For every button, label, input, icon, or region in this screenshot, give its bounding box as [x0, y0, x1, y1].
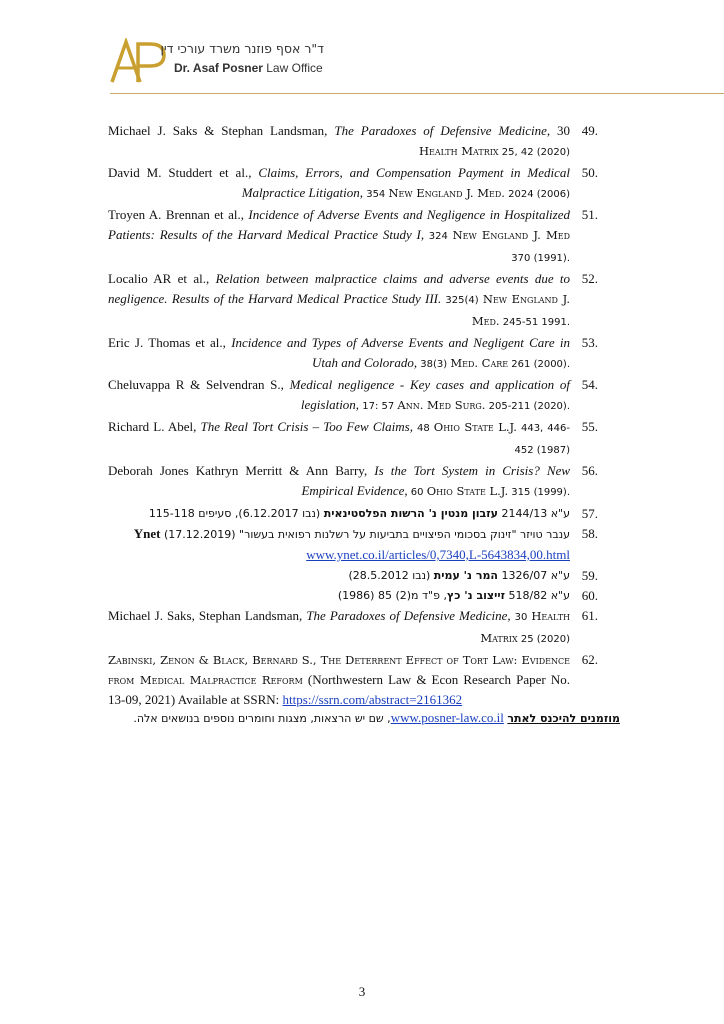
case-details: (נבו 28.5.2012) — [348, 569, 434, 582]
footnotes-list — [108, 121, 598, 710]
firm-name-bold: Dr. Asaf Posner — [174, 61, 263, 75]
footnote-57 — [108, 504, 598, 524]
citation-number: 245-51 1991. — [499, 317, 570, 328]
footnote-number: 49. — [581, 123, 598, 138]
footnote-number: 53. — [581, 335, 598, 350]
footnote-62 — [108, 650, 598, 710]
invite-rest: , שם יש הרצאות, מצגות וחומרים נוספים בנושאים אלה. — [133, 712, 391, 725]
footnote-text — [108, 606, 570, 650]
footnote-text — [108, 375, 570, 417]
firm-name-rest: Law Office — [262, 61, 323, 75]
footnote-text — [108, 121, 570, 163]
article-title: Is the Tort System in Crisis? New Empirical Evidence, — [301, 463, 571, 498]
journal: Health Matrix — [418, 144, 499, 158]
citation-number: 443, 446-452 (1987) — [514, 423, 570, 456]
article-title: The Paradoxes of Defensive Medicine, — [306, 608, 511, 623]
page-number: 3 — [358, 984, 366, 999]
case-name: עזבון מנטין נ' הרשות הפלסטינאית — [323, 507, 498, 520]
citation-number: 48 — [412, 423, 434, 434]
footnotes-english-group — [108, 121, 598, 503]
journal: Ohio State L.J. — [433, 420, 517, 434]
footnote-56 — [108, 461, 598, 503]
footnote-number: 51. — [581, 207, 598, 222]
footnote-61 — [108, 606, 598, 650]
article-title: ענבר טויזר "זינוק בסכומי הפיצויים בתביעות על רשלנות רפואית בעשור" — [235, 528, 570, 541]
footnote-number: 62. — [581, 652, 598, 667]
page-header — [0, 0, 724, 96]
journal: Ohio State L.J. — [426, 484, 509, 498]
case-details: (נבו 6.12.2017), סעיפים 115-118 — [148, 507, 324, 520]
footnote-55 — [108, 417, 598, 461]
footnote-number: 55. — [581, 419, 598, 434]
publication-name: Ynet — [133, 526, 161, 541]
footnote-text — [108, 650, 570, 710]
footnote-text — [108, 163, 570, 205]
article-title: Claims, Errors, and Compensation Payment in Medical Malpractice Litigation, — [241, 165, 570, 200]
authors: David M. Studdert et al., — [108, 165, 259, 180]
footnote-52 — [108, 269, 598, 333]
article-title: Incidence of Adverse Events and Negligence in Hospitalized Patients: Results of the Harvard Medical Practice Study I, — [108, 207, 570, 242]
citation-number: 315 (1999). — [508, 487, 570, 498]
website-invitation — [110, 710, 620, 726]
article-title: The Paradoxes of Defensive Medicine, — [334, 123, 551, 138]
firm-logo — [110, 38, 166, 84]
article-title: The Real Tort Crisis – Too Few Claims, — [200, 419, 413, 434]
footnote-49 — [108, 121, 598, 163]
footnote-text — [108, 269, 570, 333]
footnote-number: 60. — [581, 588, 598, 603]
case-name: זייצוב נ' כץ — [446, 589, 505, 602]
footnote-54 — [108, 375, 598, 417]
citation-number: 325(4) — [441, 295, 483, 306]
case-details: , פ"ד מ(2) 85 (1986) — [337, 589, 447, 602]
footnote-58 — [108, 524, 598, 566]
case-name: המר נ' עמית — [433, 569, 498, 582]
authors: Michael J. Saks & Stephan Landsman, — [108, 123, 335, 138]
citation-number: 2024 (2006) — [504, 189, 570, 200]
footnote-59 — [108, 566, 598, 586]
footnote-number: 50. — [581, 165, 598, 180]
citation-number: 261 (2000). — [508, 359, 570, 370]
citation-number: 370 (1991). — [511, 253, 570, 264]
publication-date: (17.12.2019) — [160, 528, 236, 541]
footnote-text — [108, 566, 570, 586]
article-title: Relation between malpractice claims and adverse events due to negligence. Results of the Harvard Medical Practice Study III. — [108, 271, 571, 306]
citation-number: 60 — [407, 487, 427, 498]
footnote-text — [108, 586, 570, 606]
authors: Michael J. Saks, Stephan Landsman, — [108, 608, 307, 623]
journal: Med. Care — [450, 356, 509, 370]
footnote-50 — [108, 163, 598, 205]
footnote-number: 61. — [581, 608, 598, 623]
footnote-60 — [108, 586, 598, 606]
footnote-number: 52. — [581, 271, 598, 286]
footnote-number: 56. — [581, 463, 598, 478]
article-title: Incidence and Types of Adverse Events and Negligent Care in Utah and Colorado, — [231, 335, 570, 370]
firm-name-english — [174, 61, 323, 75]
footnote-text — [108, 524, 570, 566]
volume: 30 — [510, 612, 532, 623]
header-rule — [110, 93, 724, 94]
citation-details: (Northwestern Law & Econ Research Paper No. 13-09, 2021) Available at SSRN: — [108, 672, 571, 707]
authors: 30 — [550, 123, 571, 138]
authors: Cheluvappa R & Selvendran S., — [108, 377, 290, 392]
authors: Localio AR et al., — [108, 271, 216, 286]
footnote-text — [108, 461, 570, 503]
firm-name-hebrew: ד"ר אסף פוזנר משרד עורכי דין — [160, 41, 324, 56]
case-number: ע"א 1326/07 — [498, 569, 570, 582]
case-number: ע"א 2144/13 — [498, 507, 570, 520]
citation-number: 38(3) — [417, 359, 451, 370]
citation-number: 17: 57 — [359, 401, 398, 412]
footnote-number: 58. — [581, 526, 598, 541]
authors: Troyen A. Brennan et al., — [108, 207, 249, 222]
ynet-article-link[interactable]: www.ynet.co.il/articles/0,7340,L-5643834,00.html — [306, 547, 570, 562]
citation-number: 354 — [363, 189, 389, 200]
footnote-number: 57. — [581, 506, 598, 521]
footnote-text — [108, 504, 570, 524]
journal: New England J. Med. — [388, 186, 505, 200]
footnote-text — [108, 417, 570, 461]
website-link[interactable]: www.posner-law.co.il — [390, 710, 504, 725]
footnote-text — [108, 333, 570, 375]
authors: Richard L. Abel, — [108, 419, 201, 434]
citation-page: 25 (2020) — [517, 634, 570, 645]
journal: New England J. Med — [452, 228, 570, 242]
journal: Ann. Med Surg. — [397, 398, 486, 412]
authors: Eric J. Thomas et al., — [108, 335, 232, 350]
footnote-51 — [108, 205, 598, 269]
footnote-53 — [108, 333, 598, 375]
citation-number: 324 — [424, 231, 453, 242]
footnote-number: 54. — [581, 377, 598, 392]
invite-bold: מוזמנים להיכנס לאתר — [507, 712, 620, 725]
case-number: ע"א 518/82 — [505, 589, 570, 602]
journal: Health Matrix — [480, 609, 571, 645]
footnote-number: 59. — [581, 568, 598, 583]
citation-number: 205-211 (2020). — [485, 401, 570, 412]
article-title: Medical negligence - Key cases and application of legislation, — [289, 377, 570, 412]
article-title: Zabinski, Zenon & Black, Bernard S., The Deterrent Effect of Tort Law: Evidence from Medical Malpractice Reform — [108, 653, 570, 687]
footnote-text — [108, 205, 570, 269]
citation-number: 25, 42 (2020) — [498, 147, 570, 158]
journal: New England J. Med. — [471, 292, 570, 328]
authors: Deborah Jones Kathryn Merritt & Ann Barry, — [108, 463, 375, 478]
ssrn-link[interactable]: https://ssrn.com/abstract=2161362 — [282, 692, 463, 707]
